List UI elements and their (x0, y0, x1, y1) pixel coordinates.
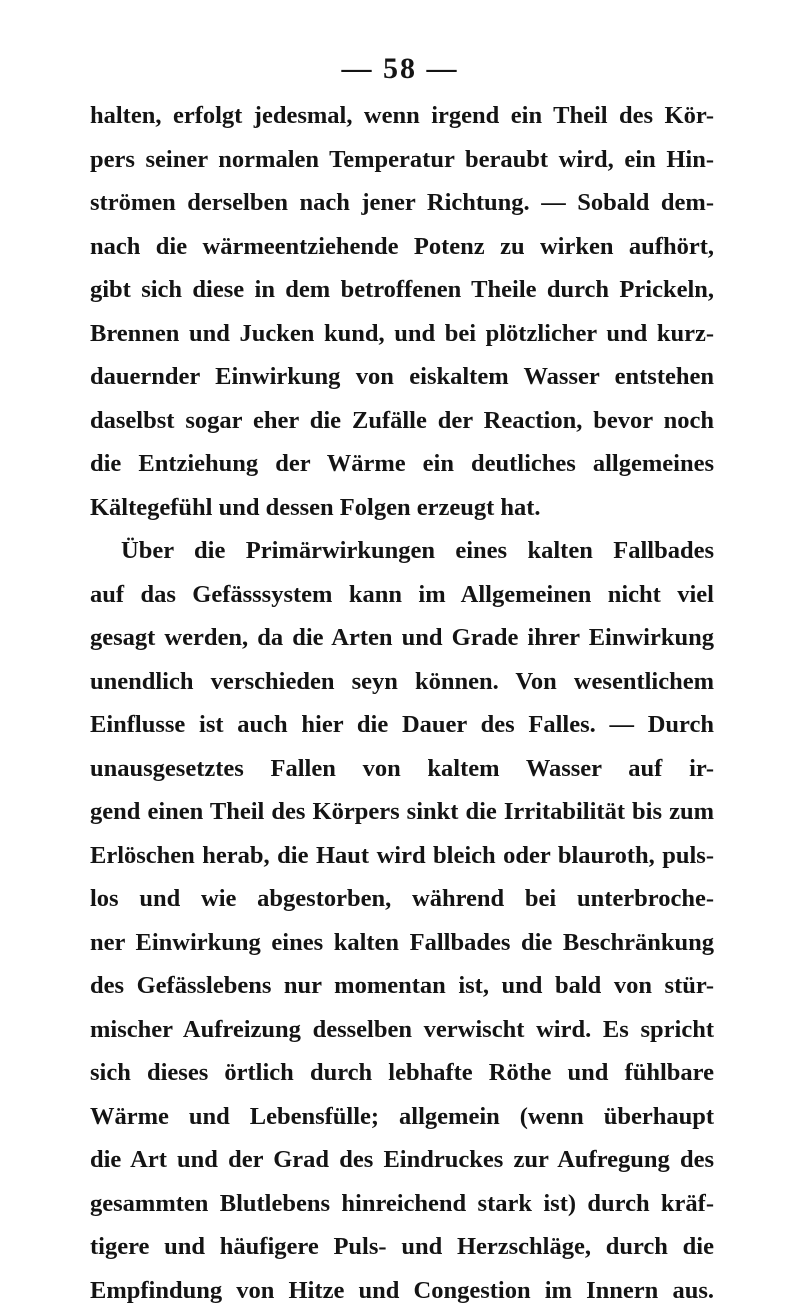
text-line: ner Einwirkung eines kalten Fallbades die Beschränkung (90, 921, 714, 965)
text-line: sich dieses örtlich durch lebhafte Röthe und fühlbare (90, 1051, 714, 1095)
text-line: des Gefässlebens nur momentan ist, und bald von stür- (90, 964, 714, 1008)
text-line: auf das Gefässsystem kann im Allgemeinen nicht viel (90, 573, 714, 617)
text-line: Wärme und Lebensfülle; allgemein (wenn überhaupt (90, 1095, 714, 1139)
text-body (90, 94, 714, 1312)
text-line: Brennen und Jucken kund, und bei plötzlicher und kurz- (90, 312, 714, 356)
text-line: die Entziehung der Wärme ein deutliches allgemeines (90, 442, 714, 486)
text-line: gibt sich diese in dem betroffenen Theile durch Prickeln, (90, 268, 714, 312)
text-line: pers seiner normalen Temperatur beraubt wird, ein Hin- (90, 138, 714, 182)
paragraph-2 (90, 529, 714, 1312)
text-line: unausgesetztes Fallen von kaltem Wasser auf ir- (90, 747, 714, 791)
text-line: gend einen Theil des Körpers sinkt die Irritabilität bis zum (90, 790, 714, 834)
page-number: — 58 — (0, 52, 800, 86)
text-line: Kältegefühl und dessen Folgen erzeugt hat. (90, 486, 714, 530)
text-line: mischer Aufreizung desselben verwischt wird. Es spricht (90, 1008, 714, 1052)
text-line: dauernder Einwirkung von eiskaltem Wasser entstehen (90, 355, 714, 399)
text-line: Empfindung von Hitze und Congestion im Innern aus. (90, 1269, 714, 1312)
text-line: unendlich verschieden seyn können. Von wesentlichem (90, 660, 714, 704)
text-line: Einflusse ist auch hier die Dauer des Falles. — Durch (90, 703, 714, 747)
text-line: nach die wärmeentziehende Potenz zu wirken aufhört, (90, 225, 714, 269)
text-line: daselbst sogar eher die Zufälle der Reaction, bevor noch (90, 399, 714, 443)
text-line: gesammten Blutlebens hinreichend stark ist) durch kräf- (90, 1182, 714, 1226)
text-line: Über die Primärwirkungen eines kalten Fallbades (90, 529, 714, 573)
text-line: los und wie abgestorben, während bei unterbroche- (90, 877, 714, 921)
text-line: gesagt werden, da die Arten und Grade ihrer Einwirkung (90, 616, 714, 660)
text-line: strömen derselben nach jener Richtung. — Sobald dem- (90, 181, 714, 225)
paragraph-1 (90, 94, 714, 529)
text-line: halten, erfolgt jedesmal, wenn irgend ein Theil des Kör- (90, 94, 714, 138)
text-line: die Art und der Grad des Eindruckes zur Aufregung des (90, 1138, 714, 1182)
text-line: Erlöschen herab, die Haut wird bleich oder blauroth, puls- (90, 834, 714, 878)
text-line: tigere und häufigere Puls- und Herzschläge, durch die (90, 1225, 714, 1269)
